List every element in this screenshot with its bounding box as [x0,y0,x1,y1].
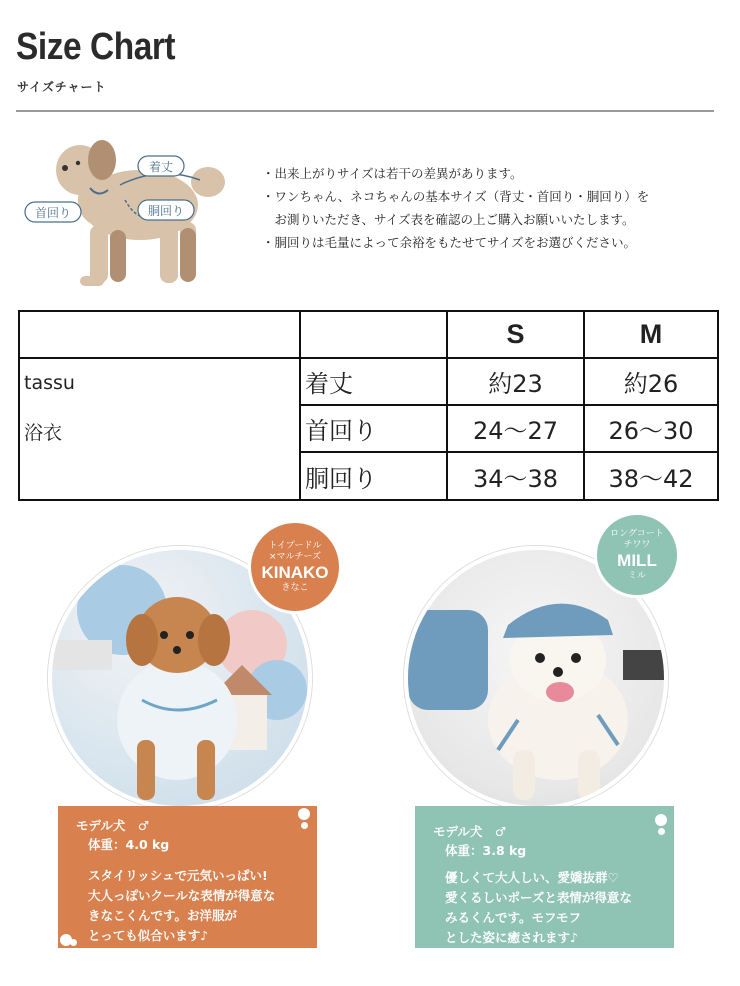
product-type: 浴衣 [24,422,63,444]
model-heading: モデル犬 ♂ [433,824,507,839]
badge-name-kana: きなこ [281,582,309,593]
note-item: ・胴回りは毛量によって余裕をもたせてサイズをお選びください。 [262,235,637,250]
page-title: Size Chart [16,26,176,68]
model-weight: 体重：3.8 kg [445,843,527,858]
description-line: とっても似合います♪ [88,928,209,943]
model-description [445,868,632,948]
badge-breed: ロングコート [610,528,664,539]
model-weight: 体重：4.0 kg [88,837,170,852]
description-line: きなこくんです。お洋服が [88,908,238,923]
model-heading: モデル犬 ♂ [76,818,150,833]
cell-m: 約26 [623,370,679,398]
neck-label: 首回り [34,205,71,220]
cell-m: 26～30 [608,417,694,445]
cell-s: 34～38 [472,464,559,493]
row-label: 胴回り [305,464,377,493]
product-name: tassu [24,372,75,394]
cell-s: 約23 [488,370,543,398]
row-label: 首回り [305,417,377,445]
cell-m: 38～42 [608,464,694,493]
model-card-mill [415,806,674,948]
badge-name-kana: ミル [627,570,646,581]
description-line: 優しくて大人しい、愛嬌抜群♡ [445,870,619,885]
header-divider [16,110,714,112]
note-item: ・出来上がりサイズは若干の差異があります。 [262,166,523,181]
measurement-illustration [20,130,240,300]
description-line: とした姿に癒されます♪ [445,930,578,945]
cell-s: 24～27 [472,417,559,445]
size-header-s: S [506,319,525,349]
badge-breed-type: チワワ [623,539,651,550]
model-card-kinako [58,806,317,948]
badge-name: KINAKO [261,562,329,582]
badge-breed: トイプードル [268,540,322,551]
description-line: 大人っぽいクールな表情が得意な [88,888,276,903]
badge-breed-mix: ×マルチーズ [268,551,322,562]
model-description [88,866,275,946]
row-label: 着丈 [305,370,353,398]
size-header-m: M [639,319,663,349]
model-badge-mill [594,512,680,598]
size-table [18,310,719,501]
note-item: お測りいただき、サイズ表を確認の上ご購入お願いいたします。 [262,212,635,227]
page-subtitle: サイズチャート [17,80,107,94]
description-line: スタイリッシュで元気いっぱい! [88,868,268,883]
description-line: みるくんです。モフモフ [445,910,582,925]
badge-name: MILL [617,550,657,570]
length-label: 着丈 [148,159,173,174]
chest-label: 胴回り [147,203,184,218]
description-line: 愛くるしいポーズと表情が得意な [445,890,632,905]
note-item: ・ワンちゃん、ネコちゃんの基本サイズ（背丈・首回り・胴回り）を [262,189,650,204]
notes-list [262,162,649,254]
model-badge-kinako [248,520,342,614]
